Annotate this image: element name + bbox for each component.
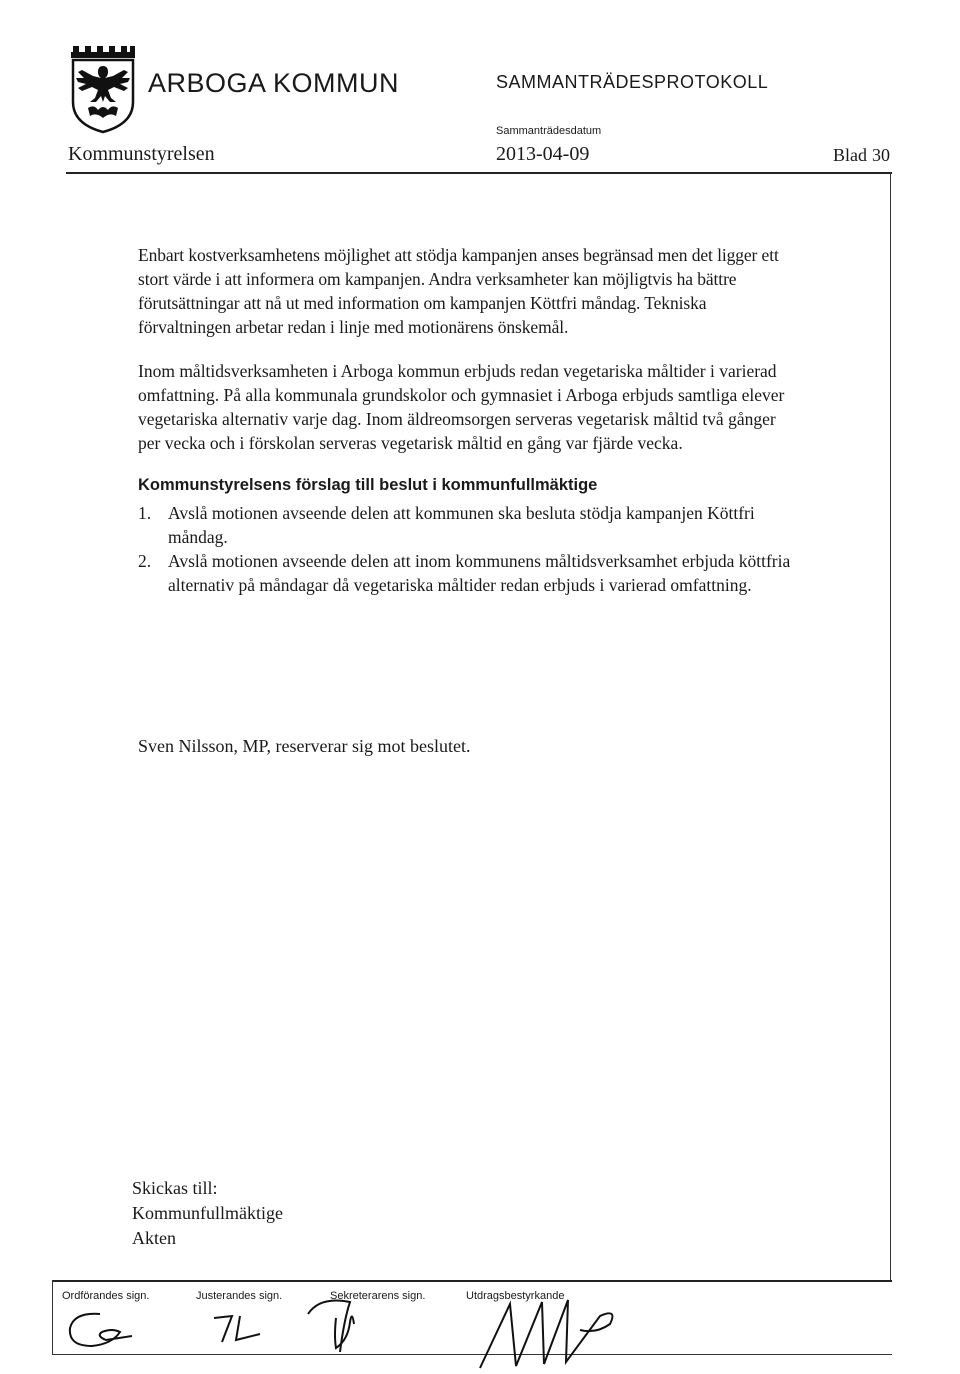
sheet-label: Blad — [833, 145, 867, 165]
chair-signature — [62, 1306, 142, 1356]
adjuster-signature — [210, 1308, 280, 1348]
distribution-recipient: Akten — [132, 1228, 176, 1248]
municipal-crest-icon — [68, 46, 138, 134]
signature-label-adjuster: Justerandes sign. — [196, 1290, 283, 1302]
protocol-body — [138, 243, 798, 597]
proposal-list — [138, 501, 798, 597]
right-margin-line — [890, 172, 891, 1280]
paragraph: Inom måltidsverksamheten i Arboga kommun erbjuds redan vegetariska måltider i varierad omfattning. På alla kommunala grundskolor och gymnasiet i Arboga erbjuds samtliga elever vegetariska alternativ varje dag. Inom äldreomsorgen serveras vegetarisk måltid två gånger per vecka och i förskolan serveras vegetarisk måltid en gång var fjärde vecka. — [138, 361, 785, 453]
proposal-text: Avslå motionen avseende delen att inom kommunens måltidsverksamhet erbjuda köttfria alternativ på måndagar då vegetariska måltider redan erbjuds i varierad omfattning. — [168, 551, 791, 595]
distribution-recipient: Kommunfullmäktige — [132, 1203, 283, 1223]
signature-label-secretary: Sekreterarens sign. — [330, 1290, 426, 1302]
proposal-item — [138, 549, 798, 597]
meeting-date-label: Sammanträdesdatum — [496, 125, 602, 137]
signature-strip-top-line — [52, 1280, 892, 1282]
proposal-heading: Kommunstyrelsens förslag till beslut i kommunfullmäktige — [138, 476, 598, 494]
paragraph: Enbart kostverksamhetens möjlighet att stödja kampanjen anses begränsad men det ligger ett stort värde i att informera om kampanjen. Andra verksamheter kan möjligtvis ha bättre förutsättningar att nå ut med information om kampanjen Köttfri måndag. Tekniska förvaltningen arbetar redan i linje med motionärens önskemål. — [138, 245, 779, 337]
distribution-list — [132, 1176, 283, 1251]
proposal-item — [138, 501, 798, 549]
signature-label-certification: Utdragsbestyrkande — [466, 1290, 565, 1302]
distribution-label: Skickas till: — [132, 1178, 218, 1198]
document-type: SAMMANTRÄDESPROTOKOLL — [496, 72, 769, 92]
proposal-number: 1. — [138, 503, 152, 523]
signature-label-chair: Ordförandes sign. — [62, 1290, 150, 1302]
organization-name: ARBOGA KOMMUN — [148, 68, 400, 98]
secretary-signature — [300, 1290, 380, 1360]
sheet-number — [833, 145, 890, 166]
certification-signature — [470, 1290, 630, 1372]
meeting-date: 2013-04-09 — [496, 143, 590, 165]
proposal-number: 2. — [138, 551, 152, 571]
header-divider — [66, 172, 892, 174]
proposal-text: Avslå motionen avseende delen att kommunen ska besluta stödja kampanjen Köttfri måndag. — [168, 503, 755, 547]
department-name: Kommunstyrelsen — [68, 143, 215, 165]
signature-strip-left-line — [52, 1280, 53, 1355]
sheet-value: 30 — [872, 145, 890, 165]
reservation-note: Sven Nilsson, MP, reserverar sig mot beslutet. — [138, 736, 471, 756]
